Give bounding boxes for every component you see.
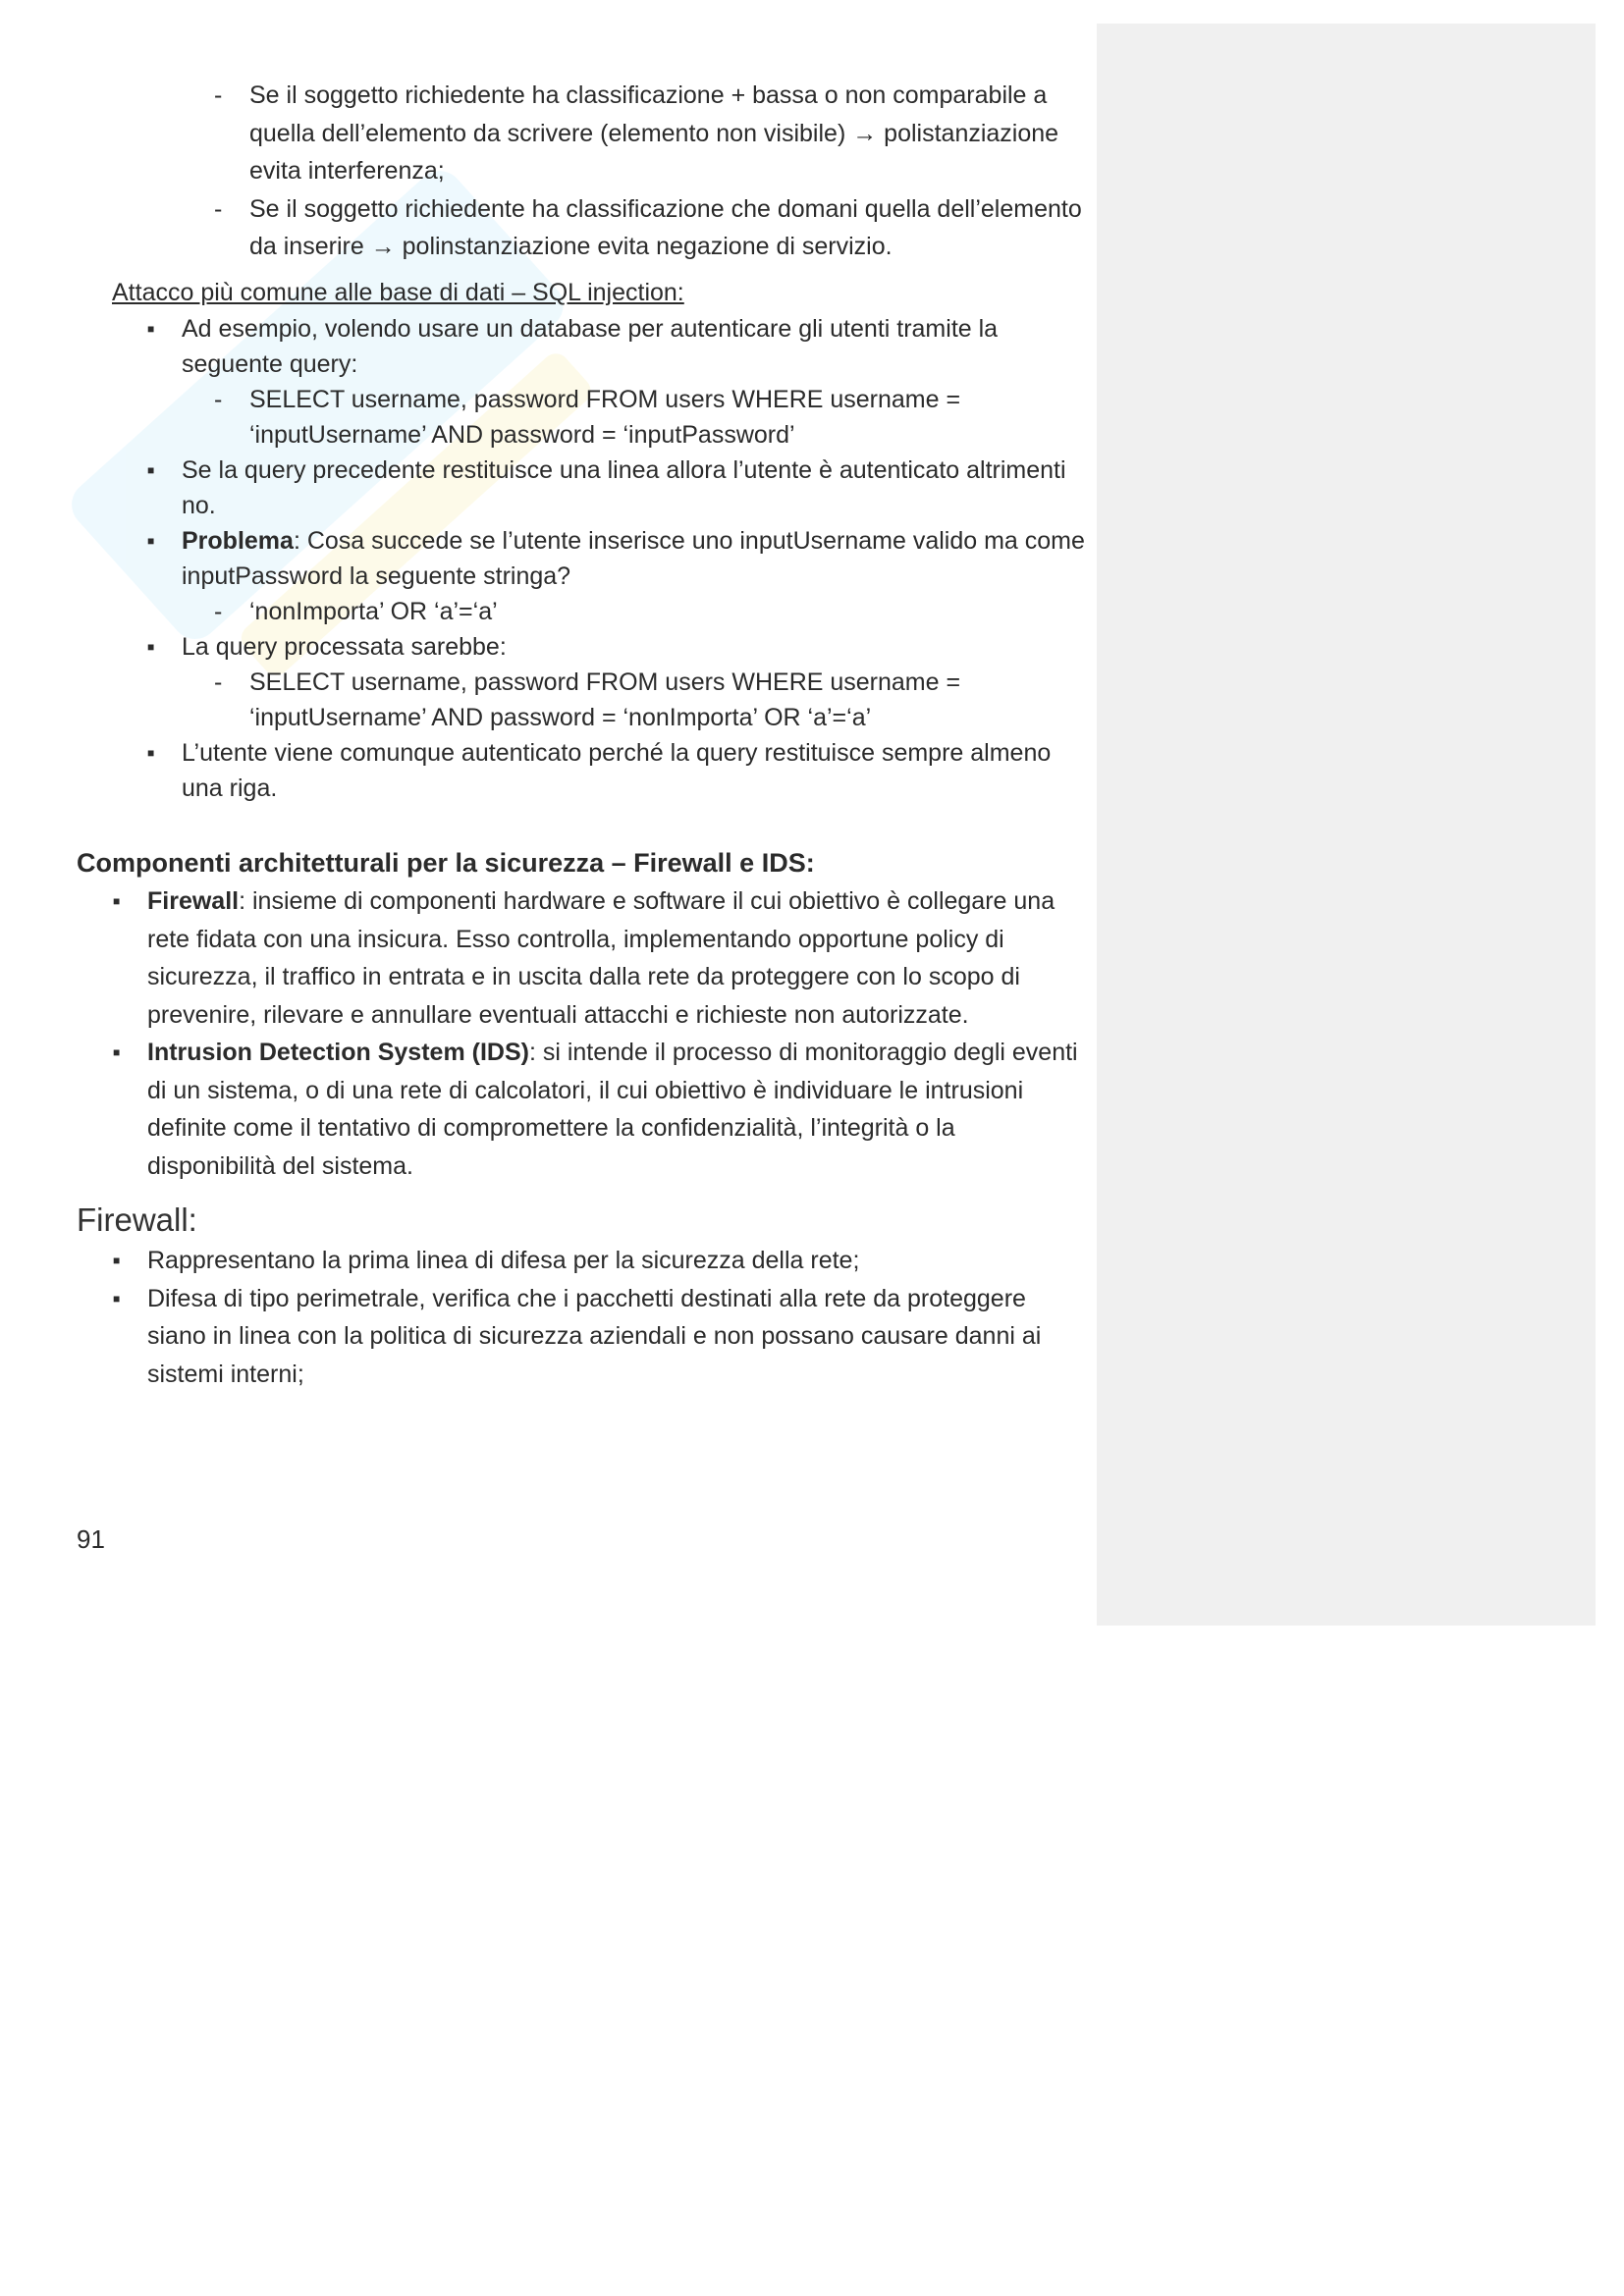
item-text: Se la query precedente restituisce una linea allora l’utente è autenticato altrimenti no. — [182, 456, 1066, 519]
square-bullet: ■ — [113, 1045, 121, 1059]
item-text: : insieme di componenti hardware e software il cui obiettivo è collegare una rete fidata con una insicura. Esso controlla, implementando opportune policy di sicurezza, il traffico in entrata e in uscita dalla rete da proteggere con lo scopo di prevenire, rilevare e annullare eventuali attacchi e richieste non autorizzate. — [147, 887, 1056, 1029]
list-item — [77, 1242, 1088, 1280]
query-block — [77, 665, 1088, 735]
query-line: SELECT username, password FROM users WHERE username = — [249, 386, 961, 413]
list-item — [77, 882, 1088, 1034]
list-item — [77, 523, 1088, 594]
item-text: : si intende il processo di monitoraggio degli eventi di un sistema, o di una rete di calcolatori, il cui obiettivo è individuare le intrusioni definite come il tentativo di compromettere la confidenzialità, l’integrità o la disponibilità del sistema. — [147, 1039, 1078, 1180]
dash-bullet: - — [214, 598, 223, 625]
item-text: polinstanziazione evita negazione di servizio. — [402, 233, 893, 260]
item-text: L’utente viene comunque autenticato perché la query restituisce sempre almeno una riga. — [182, 739, 1052, 802]
square-bullet: ■ — [147, 746, 155, 760]
dash-bullet: - — [214, 386, 223, 413]
item-text: La query processata sarebbe: — [182, 633, 507, 661]
sql-injection-heading: Attacco più comune alle base di dati – SQL injection: — [112, 278, 684, 306]
square-bullet: ■ — [147, 640, 155, 654]
list-item — [77, 629, 1088, 665]
item-text: Se il soggetto richiedente ha classificazione + bassa o non comparabile a quella dell’elemento da scrivere (elemento non visibile) — [249, 81, 1048, 147]
list-item — [77, 77, 1088, 190]
page-number: 91 — [77, 1524, 105, 1554]
dash-bullet: - — [214, 668, 223, 696]
arrow-icon: → — [852, 119, 878, 147]
list-item — [77, 735, 1088, 806]
item-text: Rappresentano la prima linea di difesa per la sicurezza della rete; — [147, 1247, 860, 1274]
square-bullet: ■ — [147, 534, 155, 548]
problem-label: Problema — [182, 527, 294, 555]
list-item — [77, 1034, 1088, 1185]
list-item — [77, 594, 1088, 629]
arrow-icon: → — [370, 233, 396, 260]
components-heading: Componenti architetturali per la sicurezza – Firewall e IDS: — [77, 848, 815, 878]
dash-bullet: - — [214, 194, 223, 223]
query-line: ‘inputUsername’ AND password = ‘inputPassword’ — [249, 421, 795, 449]
square-bullet: ■ — [113, 1291, 121, 1306]
dash-bullet: - — [214, 81, 223, 109]
item-text: Difesa di tipo perimetrale, verifica che i pacchetti destinati alla rete da proteggere siano in linea con la politica di sicurezza aziendali e non possano causare danni ai sistemi interni; — [147, 1284, 1042, 1388]
query-block — [77, 382, 1088, 453]
query-line: ‘inputUsername’ AND password = ‘nonImporta’ OR ‘a’=‘a’ — [249, 704, 872, 731]
square-bullet: ■ — [113, 894, 121, 908]
list-item — [77, 1280, 1088, 1394]
square-bullet: ■ — [147, 322, 155, 336]
page-content — [77, 77, 1088, 1393]
item-text: Se il soggetto richiedente ha classificazione che domani quella dell’elemento da inserire — [249, 194, 1082, 260]
firewall-heading: Firewall: — [77, 1201, 197, 1238]
injected-string: ‘nonImporta’ OR ‘a’=‘a’ — [249, 598, 498, 625]
item-text: Ad esempio, volendo usare un database per autenticare gli utenti tramite la seguente query: — [182, 315, 999, 378]
square-bullet: ■ — [147, 463, 155, 477]
list-item — [77, 453, 1088, 523]
item-text: : Cosa succede se l’utente inserisce uno inputUsername valido ma come inputPassword la seguente stringa? — [182, 527, 1085, 590]
firewall-label: Firewall — [147, 887, 240, 915]
ids-label: Intrusion Detection System (IDS) — [147, 1039, 529, 1066]
square-bullet: ■ — [113, 1254, 121, 1267]
list-item — [77, 311, 1088, 382]
list-item — [77, 190, 1088, 266]
notes-sidebar — [1097, 24, 1596, 1626]
query-line: SELECT username, password FROM users WHERE username = — [249, 668, 961, 696]
item-text: polistanziazione evita interferenza; — [249, 119, 1059, 185]
